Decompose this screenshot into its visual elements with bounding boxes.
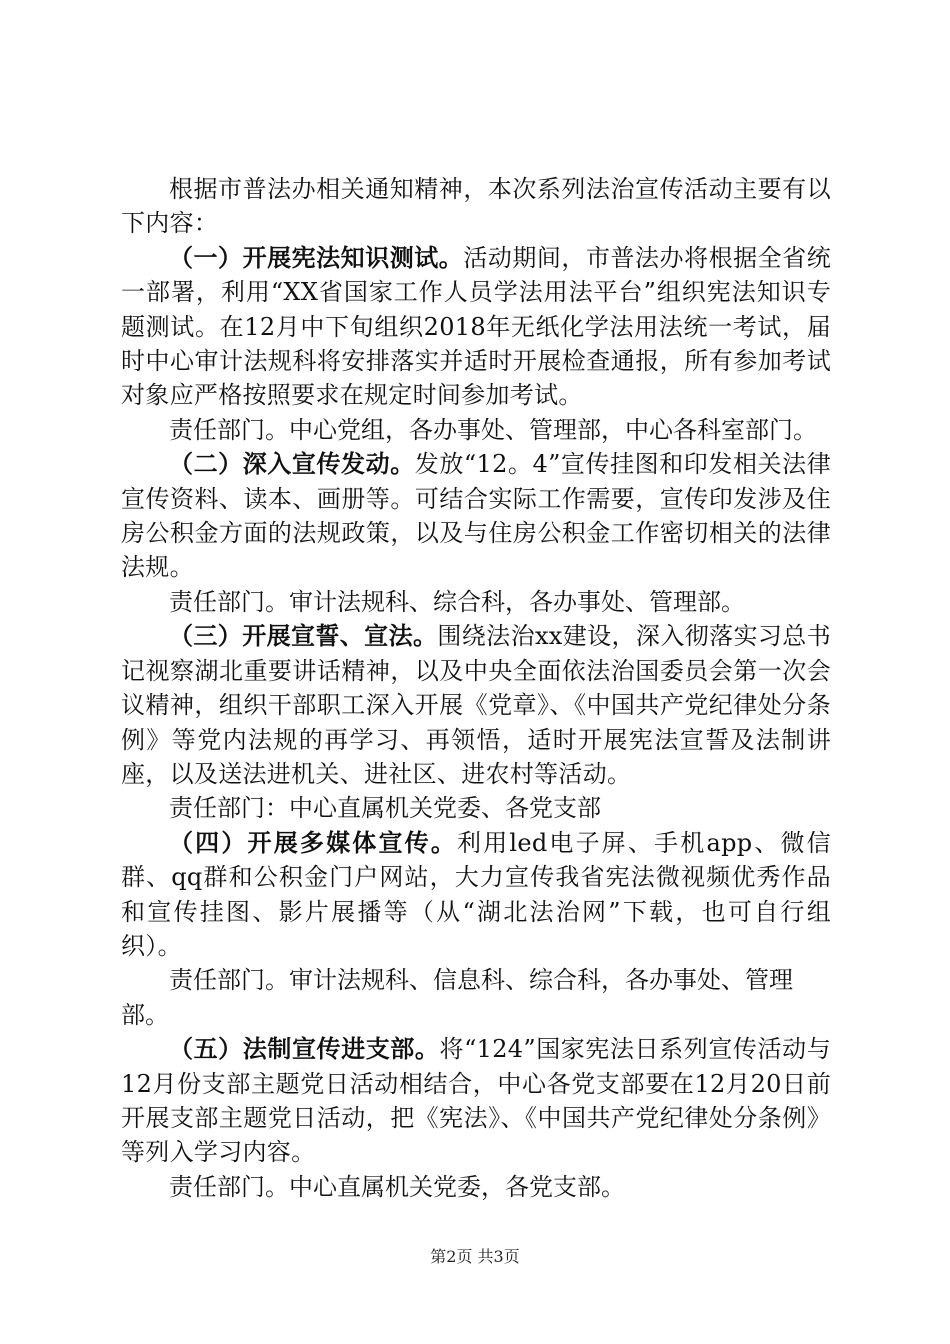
intro-paragraph: 根据市普法办相关通知精神，本次系列法治宣传活动主要有以下内容： <box>121 175 831 238</box>
section-3-body: 围绕法治xx建设，深入彻落实习总书记视察湖北重要讲话精神，以及中央全面依法治国委员会第一次会议精神，组织干部职工深入开展《党章》、《中国共产党纪律处分条例》等党内法规的再学习、再领悟，适时开展宪法宣誓及法制讲座，以及送法进机关、进社区、进农村等活动。 <box>121 622 831 788</box>
section-5-paragraph <box>121 1032 831 1170</box>
document-body <box>121 172 831 1204</box>
section-5-responsible: 责任部门。中心直属机关党委，各党支部。 <box>169 1172 625 1201</box>
section-3-responsible: 责任部门：中心直属机关党委、各党支部 <box>169 794 601 823</box>
section-2-paragraph <box>121 447 831 585</box>
section-3-paragraph <box>121 619 831 791</box>
section-1-paragraph <box>121 241 831 413</box>
section-4-heading: （四）开展多媒体宣传。 <box>169 827 458 857</box>
section-2-body: 发放“12。4”宣传挂图和印发相关法律宣传资料、读本、画册等。可结合实际工作需要，宣传印发涉及住房公积金方面的法规政策，以及与住房公积金工作密切相关的法律法规。 <box>121 450 831 582</box>
page-footer: 第2页 共3页 <box>430 1247 520 1266</box>
section-3-heading: （三）开展宣誓、宣法。 <box>169 621 438 651</box>
section-1-responsible: 责任部门。中心党组，各办事处、管理部，中心各科室部门。 <box>169 415 817 444</box>
section-2-heading: （二）深入宣传发动。 <box>169 449 415 479</box>
section-4-responsible: 责任部门。审计法规科、信息科、综合科，各办事处、管理部。 <box>121 966 793 1029</box>
section-2-responsible: 责任部门。审计法规科、综合科，各办事处、管理部。 <box>169 587 745 616</box>
section-5-body: 将“124”国家宪法日系列宣传活动与12月份支部主题党日活动相结合，中心各党支部要在12月20日前开展支部主题党日活动，把《宪法》、《中国共产党纪律处分条例》等列入学习内容。 <box>121 1035 831 1167</box>
section-4-body: 利用led电子屏、手机app、微信群、qq群和公积金门户网站，大力宣传我省宪法微视频优秀作品和宣传挂图、影片展播等（从“湖北法治网”下载，也可自行组织）。 <box>121 828 831 960</box>
section-5-heading: （五）法制宣传进支部。 <box>169 1034 440 1064</box>
section-1-heading: （一）开展宪法知识测试。 <box>169 242 464 272</box>
section-4-paragraph <box>121 826 831 964</box>
section-1-body: 活动期间，市普法办将根据全省统一部署，利用“XX省国家工作人员学法用法平台”组织宪法知识专题测试。在12月中下旬组织2018年无纸化学法用法统一考试，届时中心审计法规科将安排落实并适时开展检查通报，所有参加考试对象应严格按照要求在规定时间参加考试。 <box>121 243 831 410</box>
